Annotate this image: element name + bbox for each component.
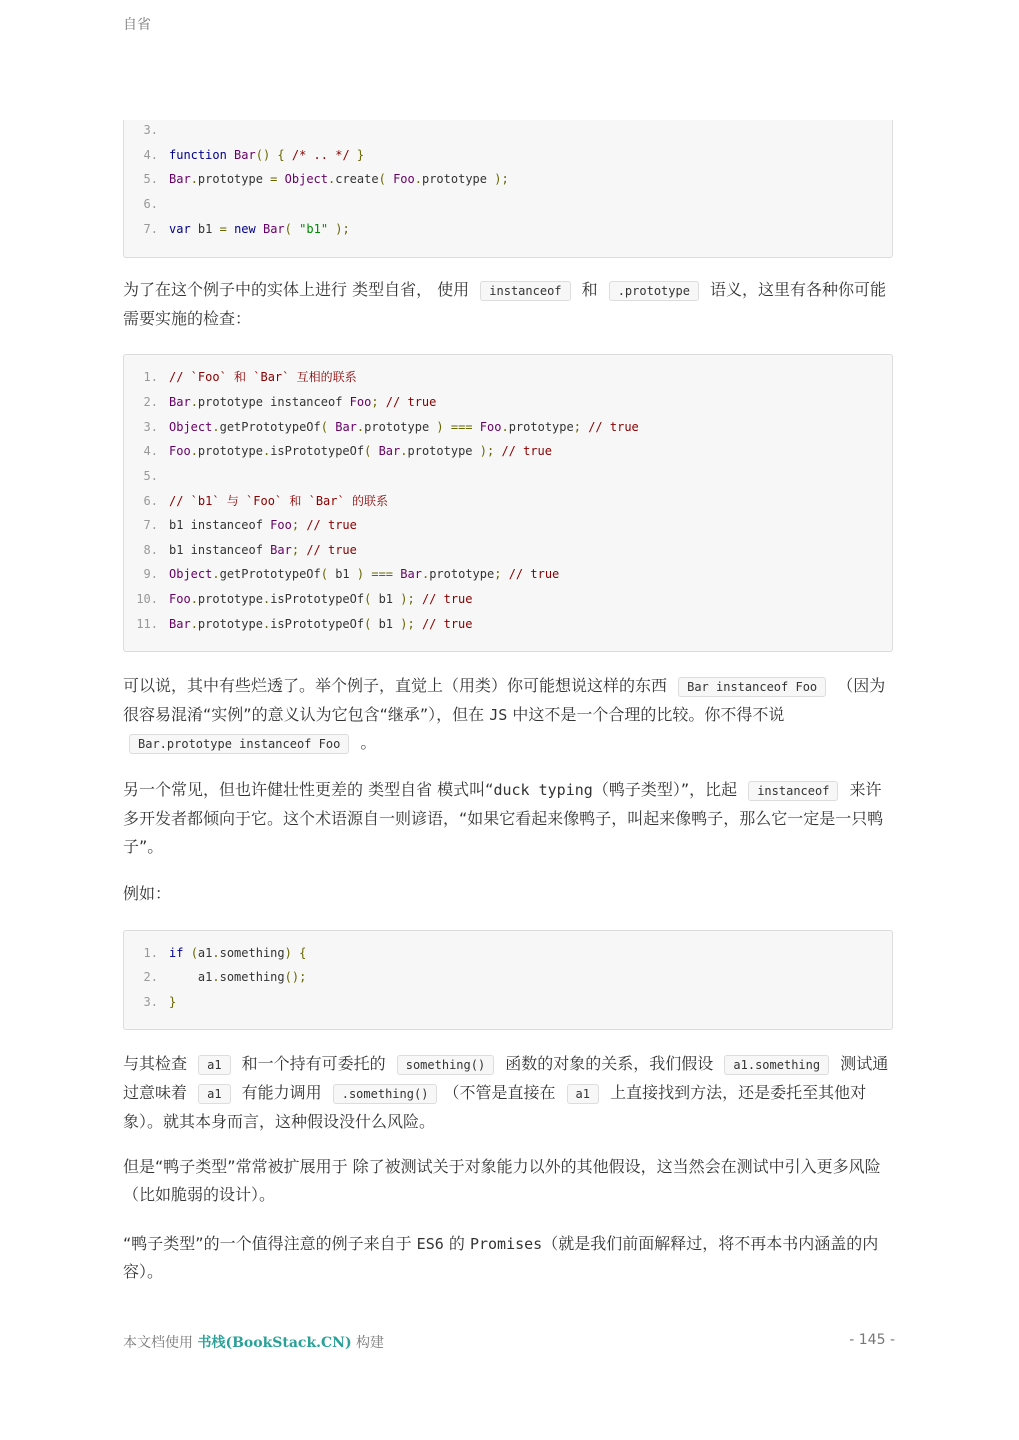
code-line: 8. b1 instanceof Bar; // true xyxy=(143,543,357,557)
text: 有能力调用 xyxy=(236,1083,327,1102)
inline-code: .something() xyxy=(333,1084,438,1104)
text: 。 xyxy=(355,733,377,752)
inline-code: .prototype xyxy=(609,281,699,301)
inline-code: a1.something xyxy=(724,1055,829,1075)
inline-code: instanceof xyxy=(480,281,570,301)
text: （就是我们前面解释过，将不再本书内涵盖的内容）。 xyxy=(123,1234,879,1281)
code-line: 3. Object.getPrototypeOf( Bar.prototype ) === Foo.prototype; // true xyxy=(143,420,639,434)
text: JS xyxy=(489,706,508,724)
text: 和 xyxy=(576,280,603,299)
inline-code: instanceof xyxy=(748,781,838,801)
code-line: 1. if (a1.something) { xyxy=(143,946,307,960)
text: ES6 xyxy=(416,1235,444,1253)
text: duck typing xyxy=(493,781,593,799)
footer-brand-link[interactable]: 书栈(BookStack.CN) xyxy=(197,1335,352,1351)
text: 另一个常见，但也许健壮性更差的 类型自省 模式叫“ xyxy=(123,780,494,799)
inline-code: Bar instanceof Foo xyxy=(678,677,826,697)
footer-prefix: 本文档使用 xyxy=(123,1335,198,1351)
code-line: 2. Bar.prototype instanceof Foo; // true xyxy=(143,395,437,409)
code-line: 1. // `Foo` 和 `Bar` 互相的联系 xyxy=(143,370,357,384)
footer-credit xyxy=(123,1332,384,1352)
text: 与其检查 xyxy=(123,1054,193,1073)
code-line: 6. xyxy=(143,197,158,211)
page-header-title: 自省 xyxy=(123,17,151,33)
text: 上直接找到方法，还是委托至其他对象）。就其本身而言，这种假设没什么风险。 xyxy=(123,1083,867,1131)
text: 来许多开发者都倾向于它。这个术语源自一则谚语，“如果它看起来像鸭子，叫起来像鸭子，那么它一定是一只鸭子”。 xyxy=(123,780,884,856)
paragraph-for-example: 例如： xyxy=(123,884,172,903)
code-block-1 xyxy=(123,120,893,258)
code-line: 2. a1.something(); xyxy=(143,970,307,984)
code-line: 7. var b1 = new Bar( "b1" ); xyxy=(143,222,350,236)
code-line: 9. Object.getPrototypeOf( b1 ) === Bar.prototype; // true xyxy=(143,567,560,581)
text: 和一个持有可委托的 xyxy=(236,1054,391,1073)
code-line: 3. } xyxy=(143,995,177,1009)
paragraph-type-introspection xyxy=(123,276,895,333)
text: 函数的对象的关系，我们假设 xyxy=(500,1054,719,1073)
inline-code: a1 xyxy=(567,1084,599,1104)
code-line: 6. // `b1` 与 `Foo` 和 `Bar` 的联系 xyxy=(143,494,388,508)
code-line: 4. function Bar() { /* .. */ } xyxy=(143,148,365,162)
paragraph-promises-example xyxy=(123,1230,895,1286)
text: 测试通过意味着 xyxy=(123,1054,889,1102)
code-line: 5. xyxy=(143,469,158,483)
code-line: 3. xyxy=(143,123,158,137)
paragraph-duck-typing-explained xyxy=(123,1050,895,1136)
code-block-2 xyxy=(123,354,893,652)
code-line: 11. Bar.prototype.isPrototypeOf( b1 ); // true xyxy=(136,617,473,631)
text: （不管是直接在 xyxy=(443,1083,561,1102)
text: （鸭子类型）”，比起 xyxy=(592,780,743,799)
code-line: 7. b1 instanceof Foo; // true xyxy=(143,518,357,532)
text: 中这不是一个合理的比较。你不得不说 xyxy=(507,705,785,724)
code-line: 4. Foo.prototype.isPrototypeOf( Bar.prototype ); // true xyxy=(143,444,553,458)
text: “鸭子类型”的一个值得注意的例子来自于 xyxy=(123,1234,417,1253)
text: 可以说，其中有些烂透了。举个例子，直觉上（用类）你可能想说这样的东西 xyxy=(123,676,673,695)
code-line: 5. Bar.prototype = Object.create( Foo.prototype ); xyxy=(143,172,509,186)
code-line: 10. Foo.prototype.isPrototypeOf( b1 ); // true xyxy=(136,592,473,606)
text: 的 xyxy=(443,1234,470,1253)
footer-suffix: 构建 xyxy=(351,1335,385,1351)
inline-code: Bar.prototype instanceof Foo xyxy=(129,734,349,754)
text: Promises xyxy=(469,1235,543,1253)
text: 语义，这里有各种你可能需要实施的检查： xyxy=(123,280,887,328)
paragraph-duck-typing-risk: 但是“鸭子类型”常常被扩展用于 除了被测试关于对象能力以外的其他假设，这当然会在测试中引入更多风险（比如脆弱的设计）。 xyxy=(123,1157,881,1204)
code-block-3 xyxy=(123,930,893,1030)
page-number: - 145 - xyxy=(849,1332,895,1348)
text: （因为很容易混淆“实例”的意义认为它包含“继承”），但在 xyxy=(123,676,886,724)
paragraph-instanceof-critique xyxy=(123,672,895,758)
inline-code: a1 xyxy=(198,1084,230,1104)
inline-code: something() xyxy=(397,1055,494,1075)
paragraph-duck-typing xyxy=(123,776,895,861)
text: 为了在这个例子中的实体上进行 类型自省， 使用 xyxy=(123,280,475,299)
inline-code: a1 xyxy=(198,1055,230,1075)
